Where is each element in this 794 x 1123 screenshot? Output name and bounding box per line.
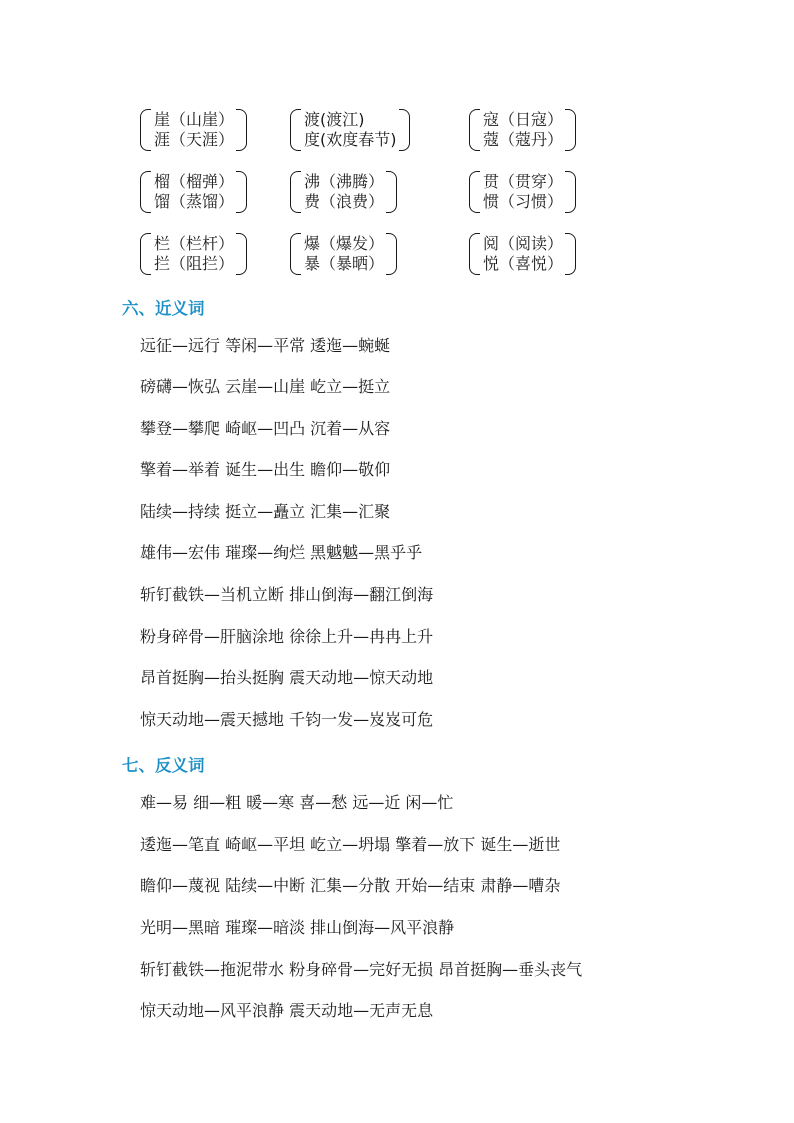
homophone-line: 拦（阻拦） (154, 254, 235, 273)
synonym-row: 雄伟—宏伟 璀璨—绚烂 黑魆魆—黑乎乎 (140, 543, 423, 562)
homophone-group (140, 108, 247, 152)
left-brace (469, 233, 480, 275)
left-brace (469, 171, 480, 213)
right-brace (565, 171, 576, 213)
synonym-row: 磅礴—恢弘 云崖—山崖 屹立—挺立 (140, 377, 391, 396)
homophone-group (469, 232, 576, 276)
homophone-line: 榴（榴弹） (154, 172, 235, 191)
left-brace (469, 109, 480, 151)
homophone-line: 惯（习惯） (483, 192, 564, 211)
homophone-group (290, 232, 397, 276)
homophone-line: 悦（喜悦） (483, 254, 564, 273)
right-brace (236, 171, 247, 213)
homophone-line: 崖（山崖） (154, 110, 235, 129)
homophone-line: 栏（栏杆） (154, 234, 235, 253)
antonym-row: 瞻仰—蔑视 陆续—中断 汇集—分散 开始—结束 肃静—嘈杂 (140, 876, 561, 895)
homophone-line: 度(欢度春节) (304, 130, 397, 149)
synonym-row: 惊天动地—震天撼地 千钧一发—岌岌可危 (140, 710, 434, 729)
homophone-line: 沸（沸腾） (304, 172, 385, 191)
synonym-row: 擎着—举着 诞生—出生 瞻仰—敬仰 (140, 460, 391, 479)
antonym-row: 斩钉截铁—拖泥带水 粉身碎骨—完好无损 昂首挺胸—垂头丧气 (140, 960, 583, 979)
homophone-line: 费（浪费） (304, 192, 385, 211)
synonym-row: 攀登—攀爬 崎岖—凹凸 沉着—从容 (140, 419, 391, 438)
antonym-row: 逶迤—笔直 崎岖—平坦 屹立—坍塌 擎着—放下 诞生—逝世 (140, 835, 561, 854)
homophone-line: 贯（贯穿） (483, 172, 564, 191)
left-brace (290, 109, 301, 151)
section-heading-synonyms: 六、近义词 (122, 299, 205, 318)
antonym-row: 惊天动地—风平浪静 震天动地—无声无息 (140, 1001, 434, 1020)
left-brace (140, 171, 151, 213)
synonym-row: 斩钉截铁—当机立断 排山倒海—翻江倒海 (140, 585, 434, 604)
homophone-group (140, 170, 247, 214)
right-brace (386, 171, 397, 213)
left-brace (290, 171, 301, 213)
synonym-row: 远征—远行 等闲—平常 逶迤—蜿蜒 (140, 336, 391, 355)
right-brace (565, 109, 576, 151)
left-brace (140, 109, 151, 151)
right-brace (236, 233, 247, 275)
homophone-line: 涯（天涯） (154, 130, 235, 149)
antonym-row: 光明—黑暗 璀璨—暗淡 排山倒海—风平浪静 (140, 918, 455, 937)
right-brace (386, 233, 397, 275)
antonym-row: 难—易 细—粗 暖—寒 喜—愁 远—近 闲—忙 (140, 793, 454, 812)
right-brace (565, 233, 576, 275)
homophone-group (469, 108, 576, 152)
right-brace (399, 109, 410, 151)
synonym-row: 粉身碎骨—肝脑涂地 徐徐上升—冉冉上升 (140, 627, 434, 646)
section-heading-antonyms: 七、反义词 (122, 756, 205, 775)
homophone-line: 寇（日寇） (483, 110, 564, 129)
homophone-line: 蔻（蔻丹） (483, 130, 564, 149)
synonym-row: 昂首挺胸—抬头挺胸 震天动地—惊天动地 (140, 668, 434, 687)
homophone-line: 爆（爆发） (304, 234, 385, 253)
homophone-group (140, 232, 247, 276)
homophone-group (290, 170, 397, 214)
left-brace (140, 233, 151, 275)
homophone-group (469, 170, 576, 214)
synonym-row: 陆续—持续 挺立—矗立 汇集—汇聚 (140, 502, 391, 521)
right-brace (236, 109, 247, 151)
homophone-line: 馏（蒸馏） (154, 192, 235, 211)
homophone-line: 暴（暴晒） (304, 254, 385, 273)
homophone-line: 渡(渡江) (304, 110, 365, 129)
left-brace (290, 233, 301, 275)
homophone-line: 阅（阅读） (483, 234, 564, 253)
homophone-group (290, 108, 410, 152)
